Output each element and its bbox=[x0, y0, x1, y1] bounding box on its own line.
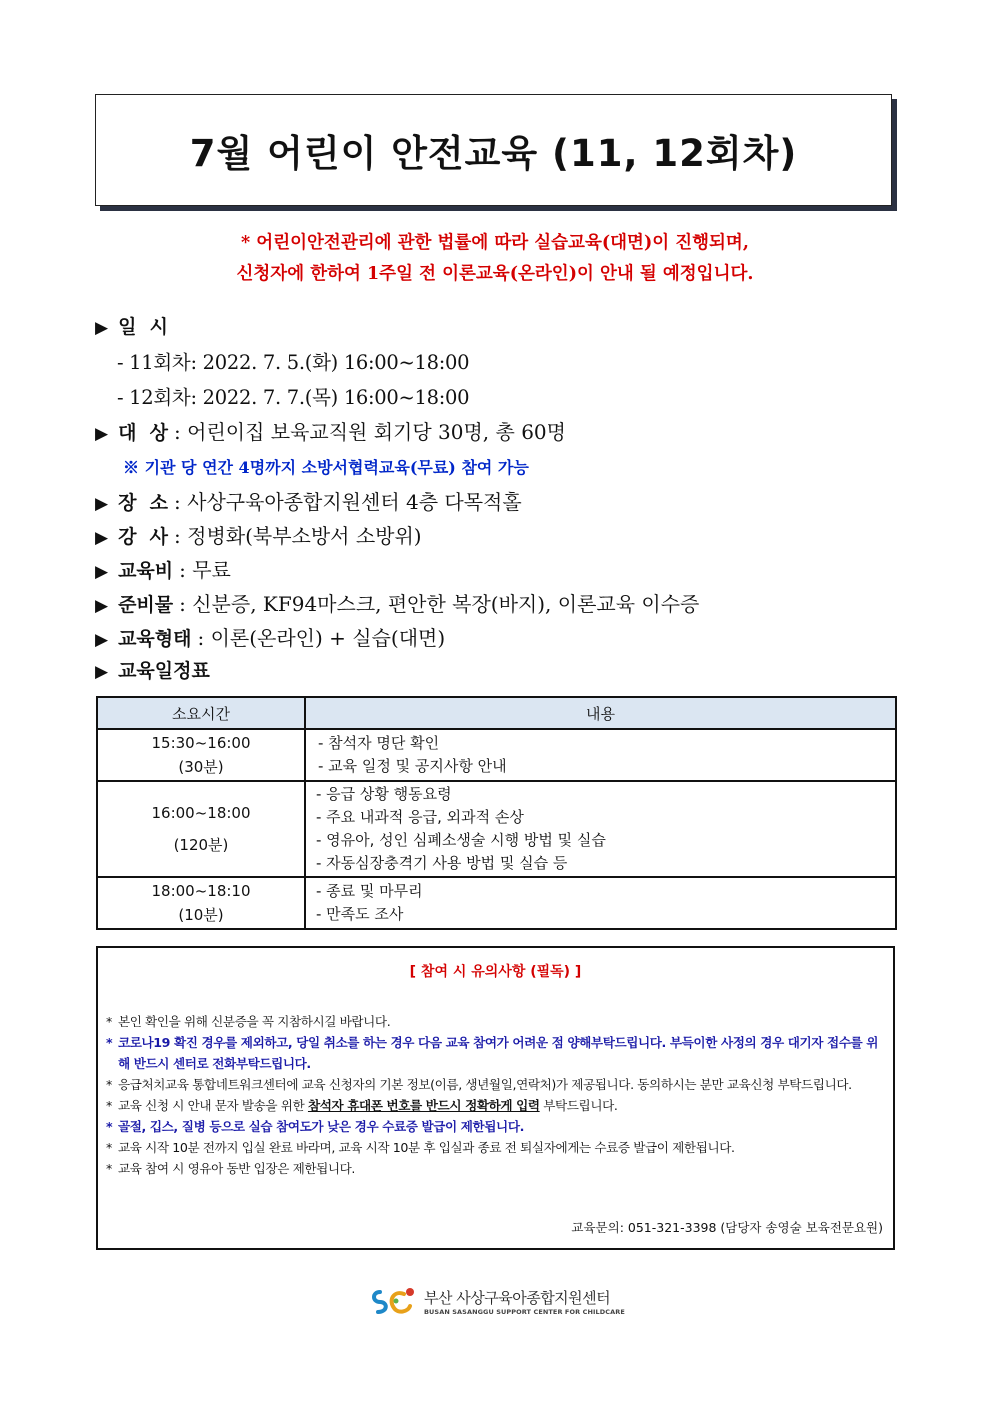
caution-text-emphasis: 참석자 휴대폰 번호를 반드시 정확하게 입력 bbox=[307, 1098, 540, 1113]
title-box bbox=[95, 94, 892, 206]
caution-item bbox=[106, 1137, 888, 1158]
caution-text-pre: 교육 신청 시 안내 문자 발송을 위한 bbox=[118, 1098, 308, 1113]
row-item: - 자동심장충격기 사용 방법 및 실습 등 bbox=[316, 854, 568, 872]
lecturer-row bbox=[95, 520, 422, 549]
row-time: 15:30~16:00 bbox=[151, 734, 251, 752]
triangle-icon: ▶ bbox=[95, 562, 109, 582]
lecturer-value: : 정병화(북부소방서 소방위) bbox=[174, 524, 422, 548]
caution-text: 골절, 깁스, 질병 등으로 실습 참여도가 낮은 경우 수료증 발급이 제한됩니다. bbox=[118, 1119, 524, 1134]
center-name-ko: 부산 사상구육아종합지원센터 bbox=[424, 1288, 611, 1307]
row-duration: (10분) bbox=[178, 906, 224, 924]
footer-logo bbox=[370, 1284, 625, 1318]
triangle-icon: ▶ bbox=[95, 528, 109, 548]
schedule-row bbox=[95, 312, 168, 339]
table-row bbox=[97, 781, 896, 877]
timetable-row bbox=[95, 656, 210, 683]
row-item: - 주요 내과적 응급, 외과적 손상 bbox=[316, 808, 524, 826]
bullet-star: * bbox=[106, 1140, 112, 1155]
page-title: 7월 어린이 안전교육 (11, 12회차) bbox=[189, 132, 798, 175]
format-label: 교육형태 bbox=[118, 628, 192, 650]
triangle-icon: ▶ bbox=[95, 630, 109, 650]
bullet-star: * bbox=[106, 1035, 113, 1050]
place-row bbox=[95, 486, 522, 515]
target-note: ※ 기관 당 연간 4명까지 소방서협력교육(무료) 참여 가능 bbox=[123, 458, 529, 477]
row-item: - 참석자 명단 확인 bbox=[318, 734, 440, 752]
center-name-en: BUSAN SASANGGU SUPPORT CENTER FOR CHILDCARE bbox=[424, 1307, 625, 1316]
table-row bbox=[97, 729, 896, 781]
row-item: - 교육 일정 및 공지사항 안내 bbox=[318, 757, 507, 775]
bullet-star: * bbox=[106, 1014, 112, 1029]
format-value: : 이론(온라인) + 실습(대면) bbox=[197, 626, 446, 650]
schedule-item-11: - 11회차: 2022. 7. 5.(화) 16:00~18:00 bbox=[117, 351, 470, 374]
caution-text-post: 부탁드립니다. bbox=[539, 1098, 618, 1113]
place-label: 장 소 bbox=[118, 492, 169, 514]
caution-list bbox=[106, 1011, 888, 1179]
fee-label: 교육비 bbox=[118, 560, 174, 582]
notice-line-1: * 어린이안전관리에 관한 법률에 따라 실습교육(대면)이 진행되며, bbox=[241, 233, 749, 253]
header-content: 내용 bbox=[305, 697, 896, 729]
target-value: : 어린이집 보육교직원 회기당 30명, 총 60명 bbox=[174, 420, 566, 444]
row-item: - 종료 및 마무리 bbox=[316, 882, 423, 900]
caution-item bbox=[106, 1158, 888, 1179]
timetable-label: 교육일정표 bbox=[118, 660, 210, 682]
caution-item bbox=[106, 1011, 888, 1032]
place-value: : 사상구육아종합지원센터 4층 다목적홀 bbox=[174, 490, 522, 514]
bullet-star: * bbox=[106, 1077, 112, 1092]
caution-item bbox=[106, 1116, 888, 1137]
bullet-star: * bbox=[106, 1119, 113, 1134]
prep-row bbox=[95, 588, 699, 617]
row-item: - 영유아, 성인 심폐소생술 시행 방법 및 실습 bbox=[316, 831, 606, 849]
row-duration: (120분) bbox=[173, 836, 229, 854]
schedule-label: 일 시 bbox=[118, 316, 169, 338]
caution-text: 응급처치교육 통합네트워크센터에 교육 신청자의 기본 정보(이름, 생년월일,연락처)가 제공됩니다. 동의하시는 분만 교육신청 부탁드립니다. bbox=[118, 1077, 852, 1092]
prep-value: : 신분증, KF94마스크, 편안한 복장(바지), 이론교육 이수증 bbox=[179, 592, 700, 616]
caution-item bbox=[106, 1032, 888, 1074]
caution-text: 코로나19 확진 경우를 제외하고, 당일 취소를 하는 경우 다음 교육 참여가 어려운 점 양해부탁드립니다. 부득이한 사정의 경우 대기자 접수를 위해 반드시 센터로 전화부탁드립니다. bbox=[118, 1035, 879, 1071]
lecturer-label: 강 사 bbox=[118, 526, 169, 548]
caution-text: 본인 확인을 위해 신분증을 꼭 지참하시길 바랍니다. bbox=[118, 1014, 391, 1029]
row-time: 18:00~18:10 bbox=[151, 882, 251, 900]
triangle-icon: ▶ bbox=[95, 494, 109, 514]
row-item: - 만족도 조사 bbox=[316, 905, 404, 923]
triangle-icon: ▶ bbox=[95, 662, 109, 682]
row-item: - 응급 상황 행동요령 bbox=[316, 785, 452, 803]
caution-box bbox=[96, 946, 895, 1250]
bullet-star: * bbox=[106, 1161, 112, 1176]
contact-info: 교육문의: 051-321-3398 (담당자 송영술 보육전문요원) bbox=[571, 1220, 883, 1235]
table-header-row bbox=[97, 697, 896, 729]
triangle-icon: ▶ bbox=[95, 318, 109, 338]
center-logo-icon bbox=[370, 1284, 420, 1318]
caution-text: 교육 시작 10분 전까지 입실 완료 바라며, 교육 시작 10분 후 입실과 종료 전 퇴실자에게는 수료증 발급이 제한됩니다. bbox=[118, 1140, 735, 1155]
notice-line-2: 신청자에 한하여 1주일 전 이론교육(온라인)이 안내 될 예정입니다. bbox=[236, 264, 754, 284]
triangle-icon: ▶ bbox=[95, 424, 109, 444]
format-row bbox=[95, 622, 445, 651]
timetable bbox=[96, 696, 897, 930]
caution-item bbox=[106, 1074, 888, 1095]
prep-label: 준비물 bbox=[118, 594, 174, 616]
row-time: 16:00~18:00 bbox=[151, 804, 251, 822]
caution-item bbox=[106, 1095, 888, 1116]
schedule-item-12: - 12회차: 2022. 7. 7.(목) 16:00~18:00 bbox=[117, 386, 470, 409]
row-duration: (30분) bbox=[178, 758, 224, 776]
fee-row bbox=[95, 554, 231, 583]
triangle-icon: ▶ bbox=[95, 596, 109, 616]
target-row bbox=[95, 416, 566, 445]
caution-text: 교육 참여 시 영유아 동반 입장은 제한됩니다. bbox=[118, 1161, 356, 1176]
caution-title: [ 참여 시 유의사항 (필독) ] bbox=[409, 964, 582, 980]
bullet-star: * bbox=[106, 1098, 112, 1113]
table-row bbox=[97, 877, 896, 929]
notice bbox=[95, 228, 895, 290]
target-label: 대 상 bbox=[118, 422, 169, 444]
fee-value: : 무료 bbox=[179, 558, 231, 582]
caution-text bbox=[118, 1095, 617, 1116]
header-duration: 소요시간 bbox=[97, 697, 305, 729]
center-name bbox=[424, 1287, 625, 1316]
